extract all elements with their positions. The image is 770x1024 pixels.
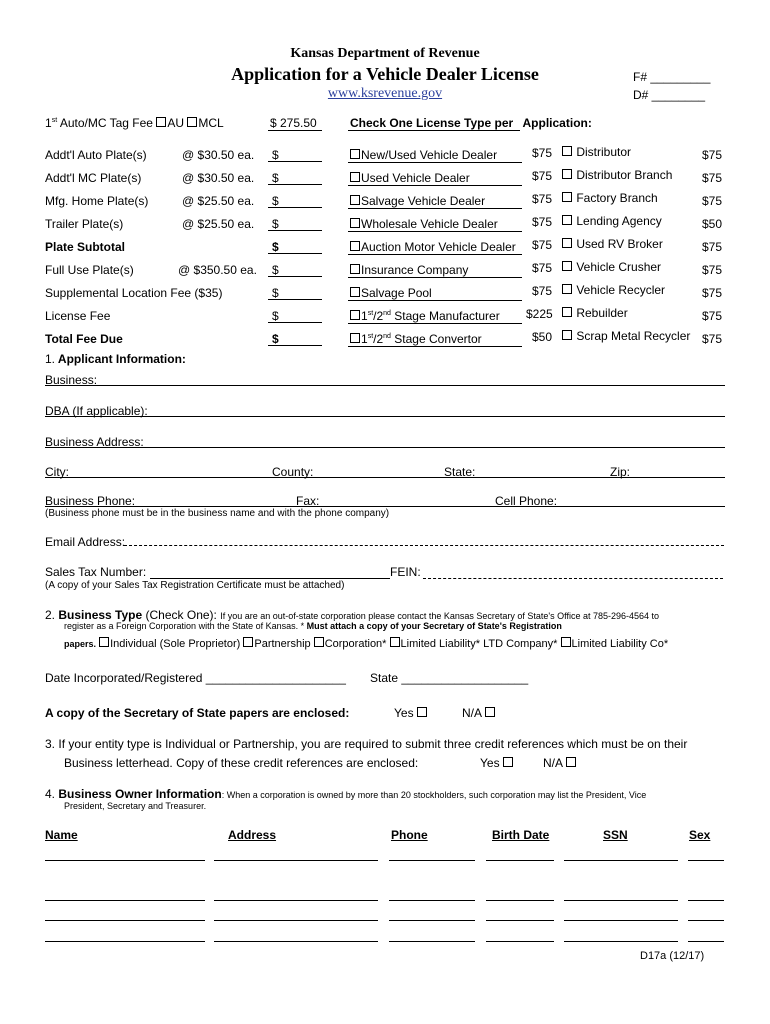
fee-row-rate: @ $25.50 ea. — [182, 217, 255, 231]
phone-input[interactable] — [45, 506, 725, 507]
fee-row-amount[interactable]: $ — [272, 263, 279, 277]
corporation-checkbox[interactable] — [314, 637, 324, 647]
fee-row-label: Addt'l MC Plate(s) — [45, 171, 142, 185]
license-type-label: Scrap Metal Recycler — [576, 329, 691, 343]
fee-row-line — [268, 345, 322, 346]
check-one-heading: Check One License Type per Application: — [350, 116, 592, 130]
owner-input-line[interactable] — [688, 900, 724, 901]
license-type-price: $75 — [702, 171, 723, 185]
dba-input[interactable] — [45, 416, 725, 417]
license-checkbox[interactable] — [562, 261, 572, 271]
fee-row-amount[interactable]: $ — [272, 194, 279, 208]
fee-row-label: Plate Subtotal — [45, 240, 126, 254]
license-type-price: $75 — [532, 146, 553, 160]
ltd-company-checkbox[interactable] — [390, 637, 400, 647]
fee-row-amount[interactable]: $ — [272, 171, 279, 185]
sos-yes-option[interactable]: Yes — [394, 706, 428, 720]
license-type-label: Used RV Broker — [576, 237, 663, 251]
license-checkbox[interactable] — [350, 264, 360, 274]
license-checkbox[interactable] — [562, 169, 572, 179]
owner-input-line[interactable] — [214, 920, 378, 921]
tag-fee-label: 1st Auto/MC Tag Fee AU MCL — [45, 116, 224, 130]
license-type-option[interactable] — [562, 329, 690, 343]
license-type-line — [348, 346, 522, 347]
license-type-line — [348, 300, 522, 301]
individual-checkbox[interactable] — [99, 637, 109, 647]
mcl-checkbox[interactable] — [187, 117, 197, 127]
fee-row-label: Total Fee Due — [45, 332, 123, 346]
license-type-option[interactable] — [350, 263, 468, 277]
license-checkbox[interactable] — [350, 218, 360, 228]
owners-note: President, Secretary and Treasurer. — [64, 801, 207, 811]
license-type-option[interactable] — [350, 171, 470, 185]
fee-row-line — [268, 207, 322, 208]
license-type-price: $75 — [532, 284, 553, 298]
business-type-note: register as a Foreign Corporation with the State of Kansas. * Must attach a copy of your Secretary of State's Registration — [64, 621, 562, 631]
fee-row-rate: @ $25.50 ea. — [182, 194, 255, 208]
owner-input-line[interactable] — [214, 941, 378, 942]
fee-row-rate: @ $30.50 ea. — [182, 148, 255, 162]
sales-tax-note: (A copy of your Sales Tax Registration Certificate must be attached) — [45, 580, 345, 591]
license-type-line — [348, 208, 522, 209]
license-type-option[interactable] — [350, 286, 432, 300]
license-type-price: $75 — [702, 194, 723, 208]
owner-input-line[interactable] — [486, 900, 554, 901]
business-phone-label: Business Phone: — [45, 494, 136, 508]
license-type-option[interactable] — [562, 260, 661, 274]
owner-input-line[interactable] — [486, 860, 554, 861]
license-type-label: New/Used Vehicle Dealer — [361, 148, 498, 162]
license-checkbox[interactable] — [350, 241, 360, 251]
credit-yes-option[interactable]: Yes — [480, 756, 514, 770]
license-type-line — [348, 185, 522, 186]
license-type-label: Factory Branch — [576, 191, 658, 205]
sos-na-option[interactable]: N/A — [462, 706, 496, 720]
license-type-option[interactable] — [562, 237, 663, 251]
llc-checkbox[interactable] — [561, 637, 571, 647]
owner-input-line[interactable] — [45, 920, 205, 921]
date-incorporated-field[interactable]: Date Incorporated/Registered _____________________ — [45, 671, 346, 685]
license-checkbox[interactable] — [562, 330, 572, 340]
owner-input-line[interactable] — [688, 920, 724, 921]
email-input[interactable] — [124, 545, 724, 546]
fein-input[interactable] — [423, 578, 723, 579]
agency-name: Kansas Department of Revenue — [290, 46, 480, 61]
fee-row-amount[interactable]: $ — [272, 309, 279, 323]
license-type-option[interactable] — [562, 283, 665, 297]
fee-row-line — [268, 276, 322, 277]
credit-refs-line1: 3. If your entity type is Individual or Partnership, you are required to submit three credit references which must be on their — [45, 737, 688, 751]
owner-input-line[interactable] — [214, 860, 378, 861]
fee-row-rate: @ $30.50 ea. — [182, 171, 255, 185]
phone-note: (Business phone must be in the business name and with the phone company) — [45, 508, 390, 519]
city-state-zip-input[interactable] — [45, 477, 725, 478]
owner-input-line[interactable] — [688, 941, 724, 942]
license-type-price: $225 — [526, 307, 553, 321]
license-checkbox[interactable] — [562, 215, 572, 225]
stage-prefix: 1st/2nd — [361, 332, 391, 346]
license-type-label: Stage Convertor — [394, 332, 482, 346]
license-type-option[interactable] — [350, 240, 516, 254]
business-type-options: papers. Individual (Sole Proprietor) Partnership Corporation* Limited Liability* LTD Company* Limited Liability Co* — [64, 638, 669, 650]
license-type-price: $75 — [702, 332, 723, 346]
owner-input-line[interactable] — [486, 920, 554, 921]
fee-row-label: Supplemental Location Fee ($35) — [45, 286, 223, 300]
owner-input-line[interactable] — [486, 941, 554, 942]
f-number-field[interactable]: F# _________ — [633, 70, 711, 84]
license-checkbox[interactable] — [562, 307, 572, 317]
sales-tax-input[interactable] — [150, 578, 390, 579]
license-type-price: $75 — [532, 192, 553, 206]
license-type-price: $75 — [702, 309, 723, 323]
au-checkbox[interactable] — [156, 117, 166, 127]
owner-input-line[interactable] — [389, 920, 475, 921]
owner-input-line[interactable] — [389, 860, 475, 861]
form-id: D17a (12/17) — [640, 950, 705, 962]
owner-input-line[interactable] — [688, 860, 724, 861]
license-checkbox[interactable] — [350, 195, 360, 205]
cell-phone-label: Cell Phone: — [495, 494, 558, 508]
fee-row-amount[interactable]: $ — [272, 286, 279, 300]
owner-col-phone: Phone — [391, 828, 428, 842]
owners-heading: 4. Business Owner Information: When a corporation is owned by more than 20 stockholders, such corporation may list the President, Vice — [45, 787, 647, 801]
fee-row-amount[interactable]: $ — [272, 148, 279, 162]
license-checkbox[interactable] — [562, 192, 572, 202]
county-label: County: — [272, 465, 314, 479]
sos-na-checkbox[interactable] — [485, 707, 495, 717]
license-type-line — [348, 323, 522, 324]
license-type-label: Lending Agency — [576, 214, 662, 228]
license-checkbox[interactable] — [562, 146, 572, 156]
license-type-line — [348, 162, 522, 163]
owner-col-name: Name — [45, 828, 78, 842]
license-type-option[interactable] — [562, 214, 662, 228]
license-type-price: $75 — [702, 148, 723, 162]
sales-tax-label: Sales Tax Number: — [45, 565, 147, 579]
business-address-label: Business Address: — [45, 435, 144, 449]
license-type-label: Used Vehicle Dealer — [361, 171, 470, 185]
owner-col-sex: Sex — [689, 828, 711, 842]
license-type-label: Salvage Pool — [361, 286, 432, 300]
owner-input-line[interactable] — [564, 920, 678, 921]
business-type-heading: 2. Business Type (Check One): If you are an out-of-state corporation please contact the Kansas Secretary of State's Office at 785-296-4564 to — [45, 608, 660, 622]
fax-label: Fax: — [296, 494, 320, 508]
incorporation-state-field[interactable]: State ___________________ — [370, 671, 529, 685]
license-checkbox[interactable] — [350, 310, 360, 320]
fee-row-line — [268, 184, 322, 185]
license-type-label: Auction Motor Vehicle Dealer — [361, 240, 516, 254]
license-type-price: $75 — [702, 263, 723, 277]
owner-input-line[interactable] — [214, 900, 378, 901]
license-type-option[interactable] — [350, 309, 500, 323]
fee-row-label: Trailer Plate(s) — [45, 217, 124, 231]
owner-input-line[interactable] — [45, 941, 205, 942]
fee-row-label: License Fee — [45, 309, 111, 323]
license-type-label: Wholesale Vehicle Dealer — [361, 217, 498, 231]
license-type-option[interactable] — [350, 217, 498, 231]
credit-refs-line2: Business letterhead. Copy of these credit references are enclosed: — [64, 756, 419, 770]
license-type-option[interactable] — [562, 306, 628, 320]
fein-label: FEIN: — [390, 565, 421, 579]
dba-label: DBA (If applicable): — [45, 404, 148, 418]
partnership-checkbox[interactable] — [243, 637, 253, 647]
owner-input-line[interactable] — [389, 941, 475, 942]
fee-row-line — [268, 299, 322, 300]
owner-col-birth-date: Birth Date — [492, 828, 550, 842]
license-type-price: $75 — [702, 286, 723, 300]
sos-copy-label: A copy of the Secretary of State papers are enclosed: — [45, 706, 350, 720]
license-type-option[interactable] — [350, 148, 497, 162]
license-checkbox[interactable] — [350, 287, 360, 297]
license-type-price: $50 — [702, 217, 723, 231]
tag-fee-amount: $ 275.50 — [270, 116, 317, 130]
owner-input-line[interactable] — [389, 900, 475, 901]
license-checkbox[interactable] — [562, 238, 572, 248]
license-type-label: Distributor — [576, 145, 632, 159]
fee-row-amount[interactable]: $ — [272, 217, 279, 231]
form-title: Application for a Vehicle Dealer License — [231, 64, 539, 84]
fee-row-line — [268, 322, 322, 323]
fee-row-amount[interactable]: $ — [272, 332, 279, 346]
license-type-price: $75 — [532, 215, 553, 229]
license-type-option[interactable] — [562, 168, 672, 182]
license-checkbox[interactable] — [350, 172, 360, 182]
license-type-price: $50 — [532, 330, 553, 344]
fee-row-label: Full Use Plate(s) — [45, 263, 134, 277]
business-label: Business: — [45, 373, 98, 387]
fee-row-rate: @ $350.50 ea. — [178, 263, 257, 277]
sos-yes-checkbox[interactable] — [417, 707, 427, 717]
fee-row-amount[interactable]: $ — [272, 240, 279, 254]
license-type-line — [348, 231, 522, 232]
d-number-field[interactable]: D# ________ — [633, 88, 706, 102]
license-type-option[interactable] — [350, 194, 485, 208]
owner-col-ssn: SSN — [603, 828, 628, 842]
stage-prefix: 1st/2nd — [361, 309, 391, 323]
license-type-label: Insurance Company — [361, 263, 469, 277]
fee-row-line — [268, 230, 322, 231]
business-address-input[interactable] — [45, 447, 725, 448]
owner-input-line[interactable] — [564, 941, 678, 942]
license-type-label: Salvage Vehicle Dealer — [361, 194, 486, 208]
license-type-option[interactable] — [350, 332, 482, 346]
license-checkbox[interactable] — [562, 284, 572, 294]
license-type-option[interactable] — [562, 145, 631, 159]
license-type-price: $75 — [532, 238, 553, 252]
owner-input-line[interactable] — [45, 860, 205, 861]
city-label: City: — [45, 465, 69, 479]
license-type-option[interactable] — [562, 191, 658, 205]
license-type-price: $75 — [532, 169, 553, 183]
license-type-label: Vehicle Crusher — [576, 260, 662, 274]
license-type-label: Stage Manufacturer — [394, 309, 500, 323]
credit-na-checkbox[interactable] — [566, 757, 576, 767]
fee-row-label: Mfg. Home Plate(s) — [45, 194, 149, 208]
owner-col-address: Address — [228, 828, 277, 842]
credit-yes-checkbox[interactable] — [503, 757, 513, 767]
fee-row-label: Addt'l Auto Plate(s) — [45, 148, 147, 162]
email-label: Email Address: — [45, 535, 126, 549]
license-type-label: Distributor Branch — [576, 168, 673, 182]
license-checkbox[interactable] — [350, 333, 360, 343]
owner-input-line[interactable] — [45, 900, 205, 901]
license-type-price: $75 — [702, 240, 723, 254]
state-label: State: — [444, 465, 476, 479]
fee-row-line — [268, 161, 322, 162]
license-type-label: Rebuilder — [576, 306, 628, 320]
applicant-heading: 1. Applicant Information: — [45, 352, 186, 366]
license-type-price: $75 — [532, 261, 553, 275]
website-link[interactable]: www.ksrevenue.gov — [327, 86, 443, 101]
fee-row-line — [268, 253, 322, 254]
license-type-label: Vehicle Recycler — [576, 283, 666, 297]
license-type-line — [348, 277, 522, 278]
business-input[interactable] — [45, 385, 725, 386]
owner-input-line[interactable] — [564, 860, 678, 861]
owner-input-line[interactable] — [564, 900, 678, 901]
license-type-line — [348, 254, 522, 255]
zip-label: Zip: — [610, 465, 631, 479]
license-checkbox[interactable] — [350, 149, 360, 159]
credit-na-option[interactable]: N/A — [543, 756, 577, 770]
